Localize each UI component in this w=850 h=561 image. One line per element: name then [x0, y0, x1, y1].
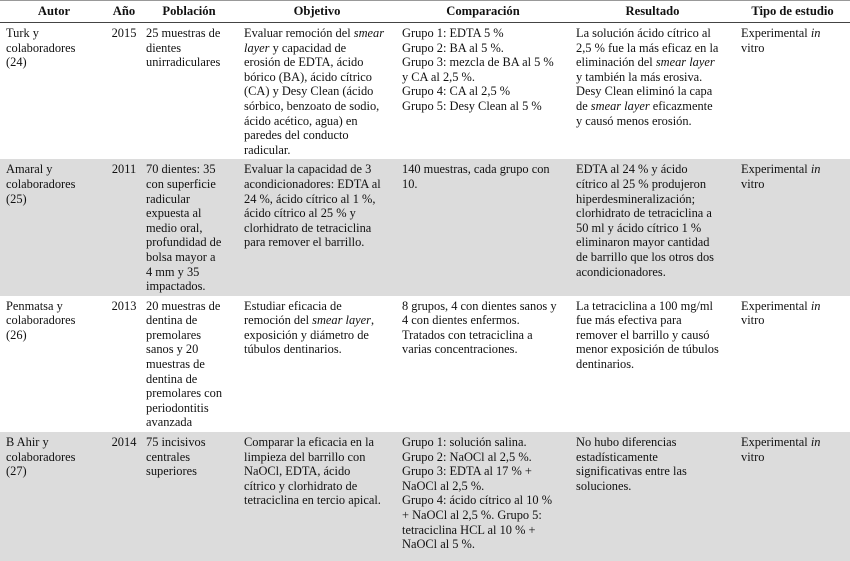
cell-anio: [108, 159, 140, 295]
cell-resultado-line: soluciones.: [576, 478, 632, 493]
cell-poblacion: [140, 296, 238, 432]
cell-poblacion-line: expuesta al: [146, 206, 202, 221]
cell-anio-value: 2015: [111, 26, 137, 40]
cell-poblacion-line: dentina de: [146, 313, 198, 328]
cell-autor: [0, 432, 108, 561]
cell-objetivo-line: exposición y diámetro de: [244, 327, 369, 342]
cell-objetivo-line: sórbico, benzoato de sodio,: [244, 98, 380, 113]
cell-poblacion-line: unirradiculares: [146, 55, 221, 70]
cell-comparacion-line: 4 con dientes enfermos.: [402, 313, 520, 328]
cell-resultado-line: remover el barrillo y causó: [576, 327, 710, 342]
cell-poblacion-line: 25 muestras de: [146, 26, 221, 40]
cell-resultado-line: La tetraciclina a 100 mg/ml: [576, 298, 713, 313]
cell-autor-line: colaboradores: [6, 176, 76, 191]
cell-objetivo-line: limpieza del barrillo con: [244, 449, 366, 464]
cell-autor-line: (26): [6, 327, 27, 342]
cell-tipo: [735, 432, 850, 561]
table-row: [0, 23, 850, 160]
cell-poblacion-line: premolares con: [146, 386, 223, 401]
cell-objetivo-line: Evaluar la capacidad de 3: [244, 162, 372, 177]
cell-tipo-line: Experimental in: [741, 26, 821, 40]
cell-objetivo-line: bórico (BA), ácido cítrico: [244, 69, 372, 84]
cell-objetivo-line: Evaluar remoción del smear: [244, 26, 385, 40]
cell-comparacion: [396, 159, 570, 295]
cell-poblacion-line: impactados.: [146, 279, 206, 294]
cell-resultado-line: significativas entre las: [576, 464, 687, 479]
cell-resultado-line: Desy Clean eliminó la capa: [576, 84, 713, 99]
cell-comparacion-line: y CA al 2,5 %.: [402, 69, 475, 84]
cell-comparacion-line: 10.: [402, 176, 418, 191]
cell-resultado-line: cítrico al 25 % produjeron: [576, 176, 707, 191]
cell-objetivo-line: 24 %, ácido cítrico al 1 %,: [244, 191, 376, 206]
cell-comparacion-line: Grupo 3: mezcla de BA al 5 %: [402, 55, 554, 70]
cell-comparacion: [396, 23, 570, 160]
cell-comparacion-line: Grupo 4: CA al 2,5 %: [402, 84, 511, 99]
cell-tipo: [735, 159, 850, 295]
cell-comparacion-line: Grupo 5: Desy Clean al 5 %: [402, 98, 542, 113]
cell-poblacion-line: dentina de: [146, 371, 198, 386]
cell-poblacion: [140, 23, 238, 160]
cell-comparacion-line: Grupo 2: NaOCl al 2,5 %.: [402, 449, 532, 464]
cell-tipo-line: Experimental in: [741, 162, 821, 177]
table-row: [0, 159, 850, 295]
cell-comparacion-line: Grupo 4: ácido cítrico al 10 %: [402, 493, 553, 508]
cell-resultado-line: estadísticamente: [576, 449, 658, 464]
cell-comparacion-line: Tratados con tetraciclina a: [402, 327, 533, 342]
cell-comparacion-line: varias concentraciones.: [402, 342, 518, 357]
cell-objetivo-line: layer y capacidad de: [244, 40, 347, 55]
cell-tipo-line: vitro: [741, 40, 765, 55]
header-comparacion: Comparación: [396, 1, 570, 23]
cell-resultado: [570, 159, 735, 295]
cell-anio: [108, 432, 140, 561]
cell-resultado-line: fue más efectiva para: [576, 313, 682, 328]
cell-poblacion-line: 4 mm y 35: [146, 264, 200, 279]
cell-comparacion-line: tetraciclina HCL al 10 % +: [402, 522, 536, 537]
cell-resultado-line: menor exposición de túbulos: [576, 342, 719, 357]
cell-poblacion-line: avanzada: [146, 415, 193, 430]
cell-comparacion-line: NaOCl al 2,5 %.: [402, 478, 485, 493]
cell-poblacion-line: profundidad de: [146, 235, 222, 250]
cell-tipo-line: Experimental in: [741, 298, 821, 313]
table-row: [0, 432, 850, 561]
cell-poblacion-line: medio oral,: [146, 220, 203, 235]
cell-objetivo-line: ácido cítrico al 25 % y: [244, 206, 356, 221]
cell-resultado-line: dentinarios.: [576, 357, 635, 372]
cell-poblacion: [140, 432, 238, 561]
cell-autor: [0, 159, 108, 295]
cell-objetivo-line: túbulos dentinarios.: [244, 342, 342, 357]
cell-resultado-line: eliminación del smear layer: [576, 55, 715, 70]
cell-comparacion-line: Grupo 3: EDTA al 17 % +: [402, 464, 532, 479]
cell-comparacion-line: Grupo 1: solución salina.: [402, 435, 527, 450]
cell-anio: [108, 296, 140, 432]
cell-objetivo-line: erosión de EDTA, ácido: [244, 55, 364, 70]
header-autor: Autor: [0, 1, 108, 23]
cell-tipo-line: vitro: [741, 313, 765, 328]
cell-autor-line: Turk y: [6, 26, 39, 40]
cell-comparacion-line: 8 grupos, 4 con dientes sanos y: [402, 298, 557, 313]
cell-resultado-line: clorhidrato de tetraciclina a: [576, 206, 712, 221]
cell-autor-line: Penmatsa y: [6, 298, 63, 313]
cell-autor: [0, 296, 108, 432]
header-anio: Año: [108, 1, 140, 23]
header-objetivo: Objetivo: [238, 1, 396, 23]
cell-resultado-line: acondicionadores.: [576, 264, 666, 279]
cell-autor-line: (25): [6, 191, 27, 206]
cell-autor-line: B Ahir y: [6, 435, 49, 450]
cell-autor-line: (24): [6, 55, 27, 70]
header-poblacion: Población: [140, 1, 238, 23]
cell-poblacion-line: radicular: [146, 191, 191, 206]
cell-resultado: [570, 432, 735, 561]
cell-resultado: [570, 23, 735, 160]
cell-poblacion-line: dientes: [146, 40, 182, 55]
cell-objetivo: [238, 296, 396, 432]
cell-poblacion-line: periodontitis: [146, 400, 209, 415]
cell-comparacion-line: 140 muestras, cada grupo con: [402, 162, 550, 177]
cell-autor: [0, 23, 108, 160]
cell-comparacion-line: Grupo 1: EDTA 5 %: [402, 26, 504, 40]
cell-poblacion-line: 70 dientes: 35: [146, 162, 216, 177]
cell-resultado-line: y causó menos erosión.: [576, 113, 692, 128]
cell-objetivo: [238, 432, 396, 561]
cell-resultado-line: 50 ml y ácido cítrico 1 %: [576, 220, 702, 235]
cell-poblacion-line: con superficie: [146, 176, 216, 191]
cell-resultado-line: eliminaron mayor cantidad: [576, 235, 710, 250]
cell-resultado-line: de smear layer eficazmente: [576, 98, 713, 113]
cell-objetivo-line: NaOCl, EDTA, ácido: [244, 464, 351, 479]
table-row: [0, 296, 850, 432]
cell-comparacion: [396, 296, 570, 432]
header-resultado: Resultado: [570, 1, 735, 23]
cell-objetivo-line: tetraciclina en tercio apical.: [244, 493, 381, 508]
cell-poblacion-line: 75 incisivos: [146, 435, 206, 450]
cell-objetivo-line: acondicionadores: EDTA al: [244, 176, 381, 191]
cell-resultado-line: de barrillo que los otros dos: [576, 249, 714, 264]
cell-poblacion-line: centrales: [146, 449, 191, 464]
cell-anio-value: 2014: [111, 435, 137, 450]
cell-poblacion-line: sanos y 20: [146, 342, 199, 357]
cell-autor-line: colaboradores: [6, 40, 76, 55]
cell-anio-value: 2011: [111, 162, 137, 177]
cell-objetivo-line: ácido acético, agua) en: [244, 113, 358, 128]
cell-resultado-line: hiperdesmineralización;: [576, 191, 696, 206]
cell-autor-line: colaboradores: [6, 449, 76, 464]
cell-poblacion-line: premolares: [146, 327, 202, 342]
cell-autor-line: colaboradores: [6, 313, 76, 328]
cell-resultado-line: EDTA al 24 % y ácido: [576, 162, 688, 177]
header-tipo: Tipo de estudio: [735, 1, 850, 23]
cell-objetivo-line: remoción del smear layer,: [244, 313, 375, 328]
cell-comparacion-line: Grupo 2: BA al 5 %.: [402, 40, 504, 55]
cell-comparacion-line: NaOCl al 5 %.: [402, 537, 475, 552]
cell-tipo-line: vitro: [741, 176, 765, 191]
cell-comparacion: [396, 432, 570, 561]
cell-poblacion-line: bolsa mayor a: [146, 249, 216, 264]
cell-autor-line: Amaral y: [6, 162, 53, 177]
cell-poblacion-line: superiores: [146, 464, 197, 479]
cell-objetivo-line: para remover el barrillo.: [244, 235, 365, 250]
cell-autor-line: (27): [6, 464, 27, 479]
cell-objetivo-line: paredes del conducto: [244, 128, 349, 143]
cell-objetivo-line: cítrico y clorhidrato de: [244, 478, 358, 493]
cell-poblacion-line: muestras de: [146, 357, 205, 372]
cell-objetivo: [238, 23, 396, 160]
cell-objetivo-line: Comparar la eficacia en la: [244, 435, 375, 450]
cell-objetivo-line: Estudiar eficacia de: [244, 298, 342, 313]
cell-anio-value: 2013: [111, 298, 137, 313]
header-row: [0, 1, 850, 23]
cell-tipo: [735, 23, 850, 160]
cell-tipo-line: Experimental in: [741, 435, 821, 450]
cell-resultado-line: No hubo diferencias: [576, 435, 677, 450]
cell-resultado-line: La solución ácido cítrico al: [576, 26, 711, 40]
cell-comparacion-line: + NaOCl al 2,5 %. Grupo 5:: [402, 508, 542, 522]
cell-resultado-line: y también la más erosiva.: [576, 69, 703, 84]
cell-objetivo: [238, 159, 396, 295]
cell-tipo-line: vitro: [741, 449, 765, 464]
cell-poblacion-line: 20 muestras de: [146, 298, 221, 313]
cell-poblacion: [140, 159, 238, 295]
cell-tipo: [735, 296, 850, 432]
cell-objetivo-line: (CA) y Desy Clean (ácido: [244, 84, 374, 99]
cell-resultado-line: 2,5 % fue la más eficaz en la: [576, 40, 719, 55]
cell-objetivo-line: clorhidrato de tetraciclina: [244, 220, 372, 235]
cell-anio: [108, 23, 140, 160]
cell-resultado: [570, 296, 735, 432]
cell-objetivo-line: radicular.: [244, 142, 291, 157]
